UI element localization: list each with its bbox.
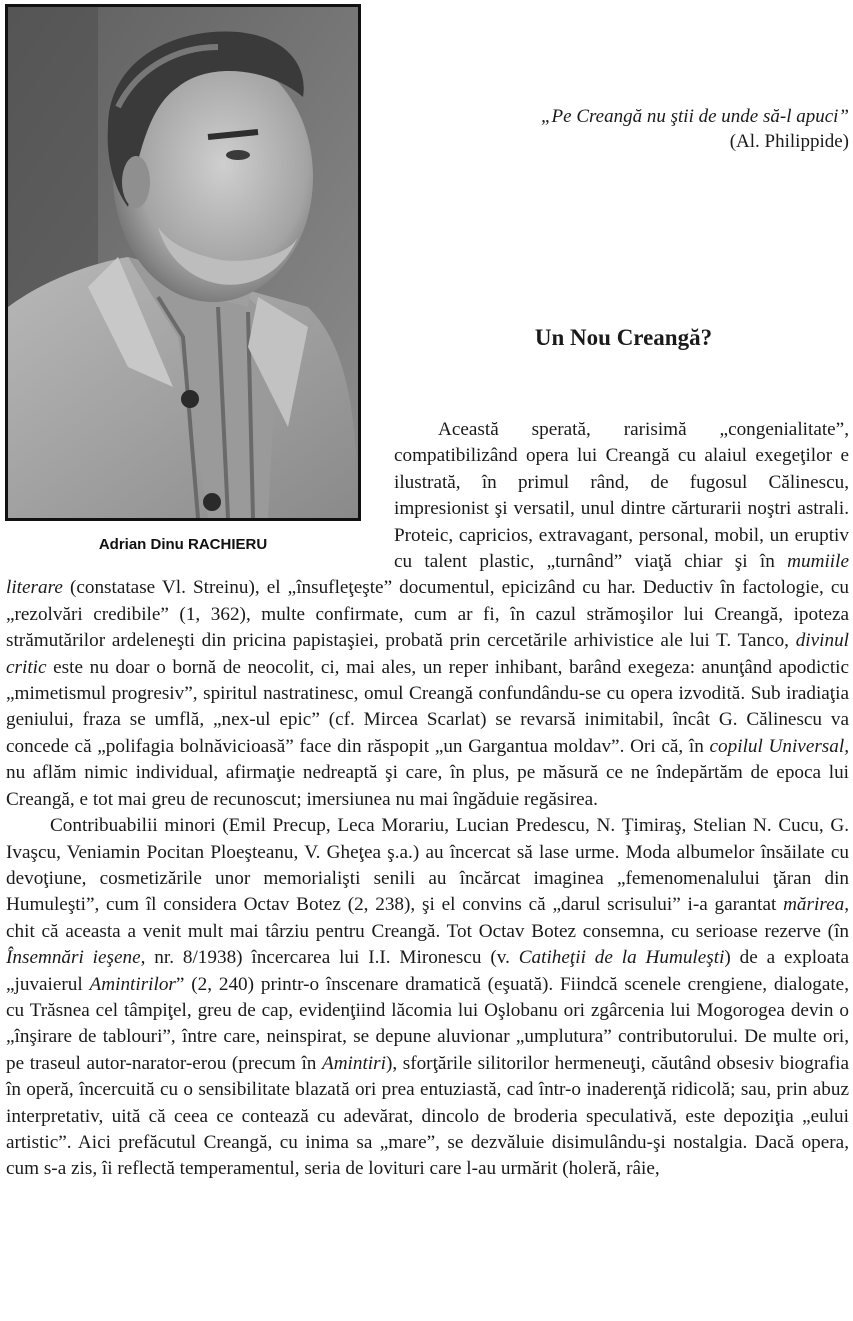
italic-run: divinul critic: [6, 630, 849, 678]
text-run: nu aflăm nimic individual, afirmaţie nedreaptă şi care, în plus, pe măsură ce ne îndepărtăm de epoca lui Creangă, e tot mai greu de recunoscut; imersiunea nu mai îngăduie regăsirea.: [6, 762, 849, 810]
text-run: ), sforţările silitorilor hermeneuţi, căutând obsesiv biografia în operă, încercuită cu o sensibilitate blazată ori prea entuziastă, cad într-o inaderenţă ridicolă; sau, prin abuz interpretativ, uită că ceea ce contează cu adevărat, dincolo de broderia speculativă, este depoziţia „eului artistic”. Aici prefăcutul Creangă, cu inima sa „mare”, se dezvăluie disimulându-şi nostalgia. Dacă opera, cum s-a zis, îi reflectă temperamentul, seria de lovituri care l-au urmărit (holeră, râie,: [6, 1052, 849, 1180]
italic-run: Catiheţii de la Humuleşti: [518, 947, 725, 969]
text-run: Această sperată, rarisimă „congenialitate”, compatibilizând opera lui Creangă cu alaiul exegeţilor e ilustrată, în primul rând, de fugosul Călinescu, impresionist şi versatil, unul dintre cărturarii noştri astrali. Proteic, capricios, extravagant, personal, mobil, un eruptiv cu talent plastic, „turnând” viaţă chiar şi în: [394, 419, 849, 573]
text-run: , nr. 8/1938) încercarea lui I.I. Mironescu (v.: [140, 947, 519, 969]
text-run: este nu doar o bornă de neocolit, ci, mai ales, un reper inhibant, barând exegeza: anunţând apodictic „mimetismul progresiv”, spiritul nastratinesc, omul Creangă confundându-se cu opera izvodită. Sub iradiaţia geniului, fraza se umflă, „nex-ul epic” (cf. Mircea Scarlat) se revarsă inimitabil, încât G. Călinescu va concede că „polifagia bolnăvicioasă” face din răspopit „un Gargantua moldav”. Ori că, în: [6, 656, 849, 757]
italic-run: Amintirilor: [89, 973, 176, 995]
italic-run: mumiile literare: [6, 551, 849, 599]
italic-run: copilul Universal,: [709, 735, 849, 757]
text-run: ) de a exploata „juvaierul: [6, 947, 849, 995]
epigraph-author: (Al. Philippide): [729, 131, 849, 152]
article-title: Un Nou Creangă?: [534, 325, 713, 350]
article-body: [6, 417, 849, 1183]
italic-run: mărirea: [783, 894, 845, 916]
epigraph-quote: „Pe Creangă nu ştii de unde să-l apuci”: [540, 106, 849, 127]
italic-run: Amintiri: [321, 1052, 386, 1074]
text-run: Contribuabilii minori (Emil Precup, Leca Morariu, Lucian Predescu, N. Ţimiraş, Stelian N. Cucu, G. Ivaşcu, Veniamin Pocitan Ploeşteanu, V. Gheţea ş.a.) au încercat să lase urme. Moda albumelor însăilate cu devoţiune, cosmetizările unor memorialişti senili au încărcat imaginea „femenomenalului ţăran din Humuleşti”, cum îl considera Octav Botez (2, 238), şi el convins că „darul scrisului” i-a garantat: [6, 815, 849, 916]
epigraph: [541, 104, 849, 154]
text-run: ” (2, 240) printr-o înscenare dramatică (eşuată). Fiindcă scenele crengiene, dialogate, cu Trăsnea cel tâmpiţel, greu de cap, evidenţiind lăcomia lui Oşlobanu ori zgârcenia lui Mogorogea devin o „înşirare de tablouri”, între care, neinspirat, se depune aluvionar „umplutura” contributorului. De multe ori, pe traseul autor-narator-erou (precum în: [6, 973, 849, 1074]
paragraph: [6, 813, 849, 1183]
photo-wrap-spacer: [6, 417, 394, 574]
italic-run: Însemnări ieşene: [6, 947, 141, 969]
text-run: , chit că aceasta a venit mult mai târziu pentru Creangă. Tot Octav Botez consemna, cu serioase rezerve (în: [6, 894, 849, 942]
text-run: (constatase Vl. Streinu), el „însufleţeşte” documentul, epicizând cu har. Deductiv în factologie, cu „rezolvări credibile” (1, 362), multe confirmate, cum ar fi, în cazul strămoşilor lui Creangă, ipoteza strămutărilor ardeleneşti din pricina papistaşiei, probată prin cercetările arhivistice ale lui T. Tanco,: [6, 577, 849, 652]
photo-caption: Adrian Dinu RACHIERU: [98, 536, 268, 553]
